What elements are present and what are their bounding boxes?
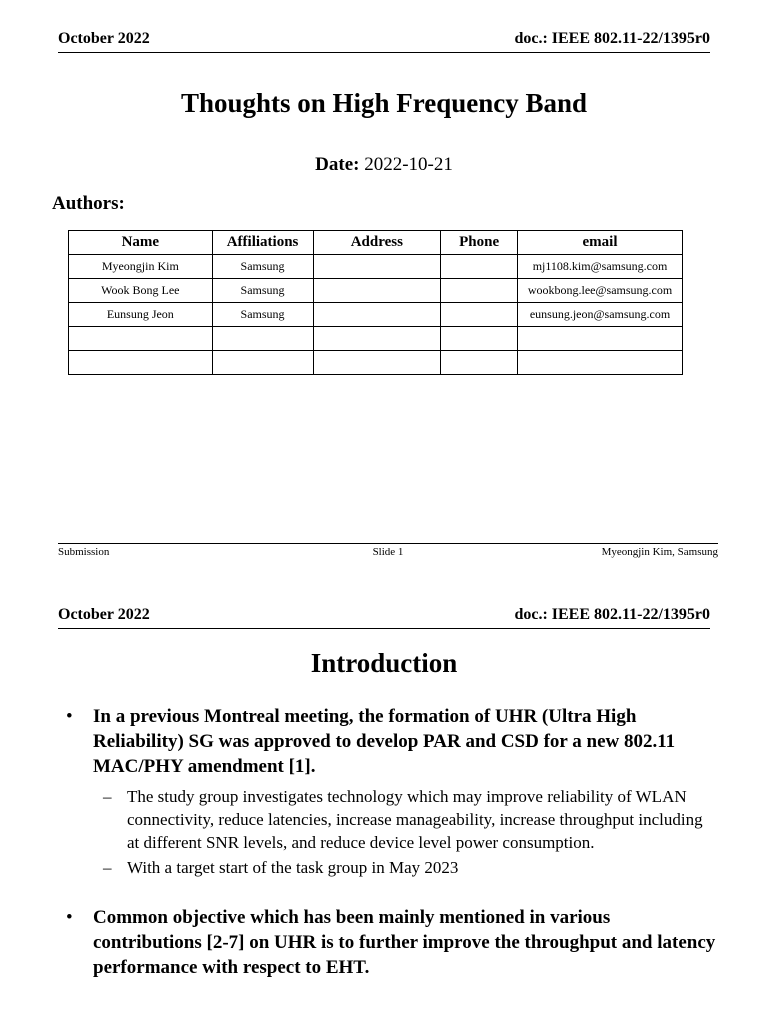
header-doc-id: doc.: IEEE 802.11-22/1395r0	[514, 30, 710, 47]
bullet-glyph: •	[66, 907, 73, 928]
author-phone	[441, 303, 518, 327]
footer-slide-number: Slide 1	[372, 546, 404, 558]
table-header-row	[69, 231, 683, 255]
column-header: Name	[69, 231, 213, 255]
author-name: Eunsung Jeon	[69, 303, 213, 327]
slide-title: Thoughts on High Frequency Band	[180, 88, 588, 118]
bullet-text: In a previous Montreal meeting, the formation of UHR (Ultra High Reliability) SG was approved to develop PAR and CSD for a new 802.11 MAC/PHY amendment [1].	[93, 706, 676, 777]
date-label: Date:	[315, 154, 360, 175]
header-date: October 2022	[58, 30, 150, 47]
authors-label: Authors:	[52, 193, 125, 214]
sub-bullet-text: With a target start of the task group in May 2023	[127, 858, 459, 877]
author-email: mj1108.kim@samsung.com	[518, 255, 683, 279]
table-row	[69, 303, 683, 327]
author-email: wookbong.lee@samsung.com	[518, 279, 683, 303]
author-name: Myeongjin Kim	[69, 255, 213, 279]
bullet-list	[66, 704, 716, 986]
author-phone	[441, 279, 518, 303]
sub-bullet-item	[66, 785, 716, 854]
footer-submission: Submission	[58, 546, 110, 558]
author-affiliation: Samsung	[212, 255, 313, 279]
slide-header	[58, 30, 710, 53]
table-row	[69, 255, 683, 279]
author-name	[69, 327, 213, 351]
author-affiliation: Samsung	[212, 303, 313, 327]
bullet-item	[66, 704, 716, 779]
sub-bullet-item	[66, 856, 716, 879]
author-email: eunsung.jeon@samsung.com	[518, 303, 683, 327]
author-affiliation	[212, 327, 313, 351]
author-phone	[441, 351, 518, 375]
bullet-glyph: •	[66, 706, 73, 727]
header-doc-id: doc.: IEEE 802.11-22/1395r0	[514, 606, 710, 623]
author-affiliation: Samsung	[212, 279, 313, 303]
sub-bullet-text: The study group investigates technology which may improve reliability of WLAN connectivity, reduce latencies, increase manageability, increase throughput including at different SNR levels, and reduce device level power consumption.	[127, 787, 703, 852]
author-address	[313, 351, 441, 375]
sub-bullet-glyph: –	[103, 787, 112, 806]
author-address	[313, 327, 441, 351]
bullet-text: Common objective which has been mainly mentioned in various contributions [2-7] on UHR is to further improve the throughput and latency performance with respect to EHT.	[93, 907, 716, 978]
author-name: Wook Bong Lee	[69, 279, 213, 303]
column-header: Phone	[441, 231, 518, 255]
table-row	[69, 327, 683, 351]
column-header: Address	[313, 231, 441, 255]
spacer	[66, 881, 716, 905]
slide-footer	[58, 543, 718, 562]
bullet-item	[66, 905, 716, 980]
column-header: Affiliations	[212, 231, 313, 255]
author-address	[313, 279, 441, 303]
date-line	[0, 154, 768, 176]
sub-bullet-glyph: –	[103, 858, 112, 877]
header-date: October 2022	[58, 606, 150, 623]
author-affiliation	[212, 351, 313, 375]
table-row	[69, 279, 683, 303]
slide-title: Introduction	[310, 648, 458, 678]
author-name	[69, 351, 213, 375]
author-address	[313, 255, 441, 279]
author-phone	[441, 255, 518, 279]
slide-2	[0, 590, 768, 1024]
author-phone	[441, 327, 518, 351]
table-row	[69, 351, 683, 375]
author-email	[518, 327, 683, 351]
author-email	[518, 351, 683, 375]
column-header: email	[518, 231, 683, 255]
date-value: 2022-10-21	[359, 154, 453, 175]
slide-header	[58, 606, 710, 629]
authors-table	[68, 230, 683, 375]
footer-author: Myeongjin Kim, Samsung	[601, 546, 718, 558]
author-address	[313, 303, 441, 327]
